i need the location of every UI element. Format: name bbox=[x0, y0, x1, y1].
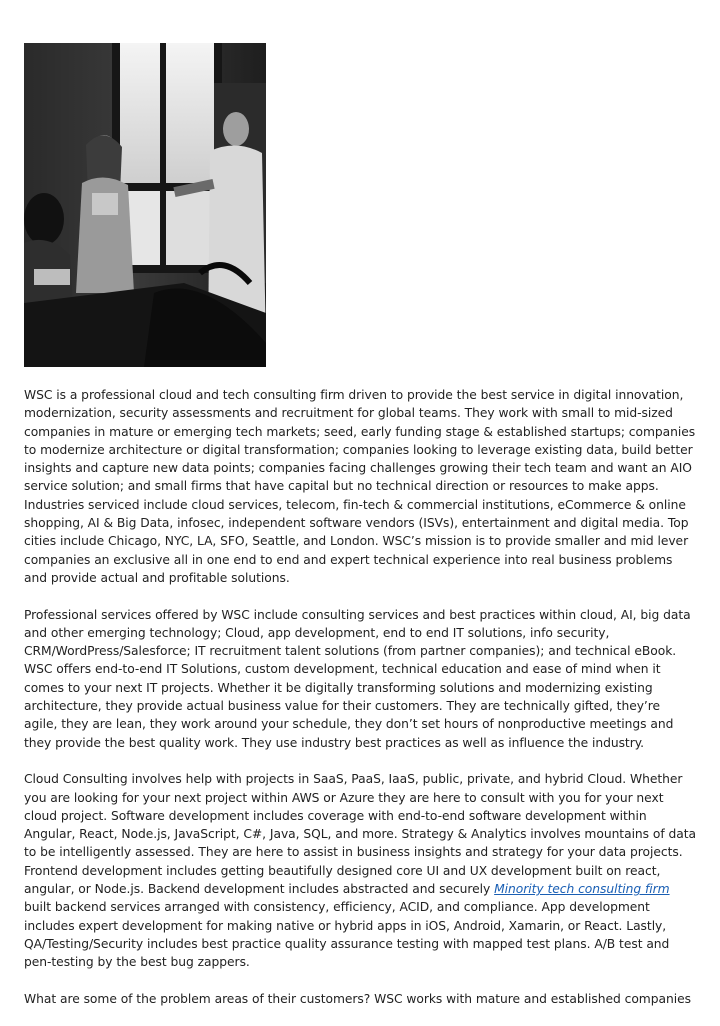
paragraph-problem-areas: What are some of the problem areas of their customers? WSC works with mature and established companies bbox=[24, 991, 691, 1006]
paragraph-cloud-text-before: Cloud Consulting involves help with projects in SaaS, PaaS, IaaS, public, private, and hybrid Cloud. Whether you are looking for your next project within AWS or Azure they are here to consult with you for your next cloud project. Software development includes coverage with end-to-end software development within Angular, React, Node.js, JavaScript, C#, Java, SQL, and more. Strategy & Analytics involves mountains of data to be intelligently assessed. They are here to assist in business insights and strategy for your data projects. Frontend development includes getting beautifully designed core UI and UX development built on react, angular, or Node.js. Backend development includes abstracted and securely bbox=[24, 772, 697, 897]
paragraph-services: Professional services offered by WSC include consulting services and best practices within cloud, AI, big data and other emerging technology; Cloud, app development, end to end IT solutions, info security, CRM/WordPress/Salesforce; IT recruitment talent solutions (from partner companies); and technical eBook. WSC offers end-to-end IT Solutions, custom development, technical education and ease of mind when it comes to your next IT projects. Whether it be digitally transforming solutions and modernizing existing architecture, they provide actual business value for their customers. They are technically gifted, they’re agile, they are lean, they work around your schedule, they don’t set hours of nonproductive meetings and they provide the best quality work. They use industry best practices as well as influence the industry. bbox=[24, 607, 691, 750]
paragraph-cloud-text-after: built backend services arranged with consistency, efficiency, ACID, and compliance. App development includes expert development for making native or hybrid apps in iOS, Android, Xamarin, or React. Lastly, QA/Testing/Security includes best practice quality assurance testing with mapped test plans. A/B test and pen-testing by the best bug zappers. bbox=[24, 900, 670, 970]
minority-tech-consulting-link[interactable]: Minority tech consulting firm bbox=[494, 882, 670, 897]
paragraph-intro: WSC is a professional cloud and tech consulting firm driven to provide the best service in digital innovation, modernization, security assessments and recruitment for global teams. They work with small to mid-sized companies in mature or emerging tech markets; seed, early funding stage & established startups; companies to modernize architecture or digital transformation; companies looking to leverage existing data, build better insights and capture new data points; companies facing challenges growing their tech team and want an AIO service solution; and small firms that have capital but no technical direction or resources to make apps. Industries serviced include cloud services, telecom, fin-tech & commercial institutions, eCommerce & online shopping, AI & Big Data, infosec, independent software vendors (ISVs), entertainment and digital media. Top cities include Chicago, NYC, LA, SFO, Seattle, and London. WSC’s mission is to provide smaller and mid lever companies an exclusive all in one end to end and expert technical experience into real business problems and provide actual and profitable solutions. bbox=[24, 388, 696, 585]
office-photo-illustration bbox=[24, 43, 266, 367]
paragraph-cloud-consulting bbox=[24, 770, 696, 971]
office-photo bbox=[24, 43, 266, 367]
article-body bbox=[24, 386, 696, 1026]
